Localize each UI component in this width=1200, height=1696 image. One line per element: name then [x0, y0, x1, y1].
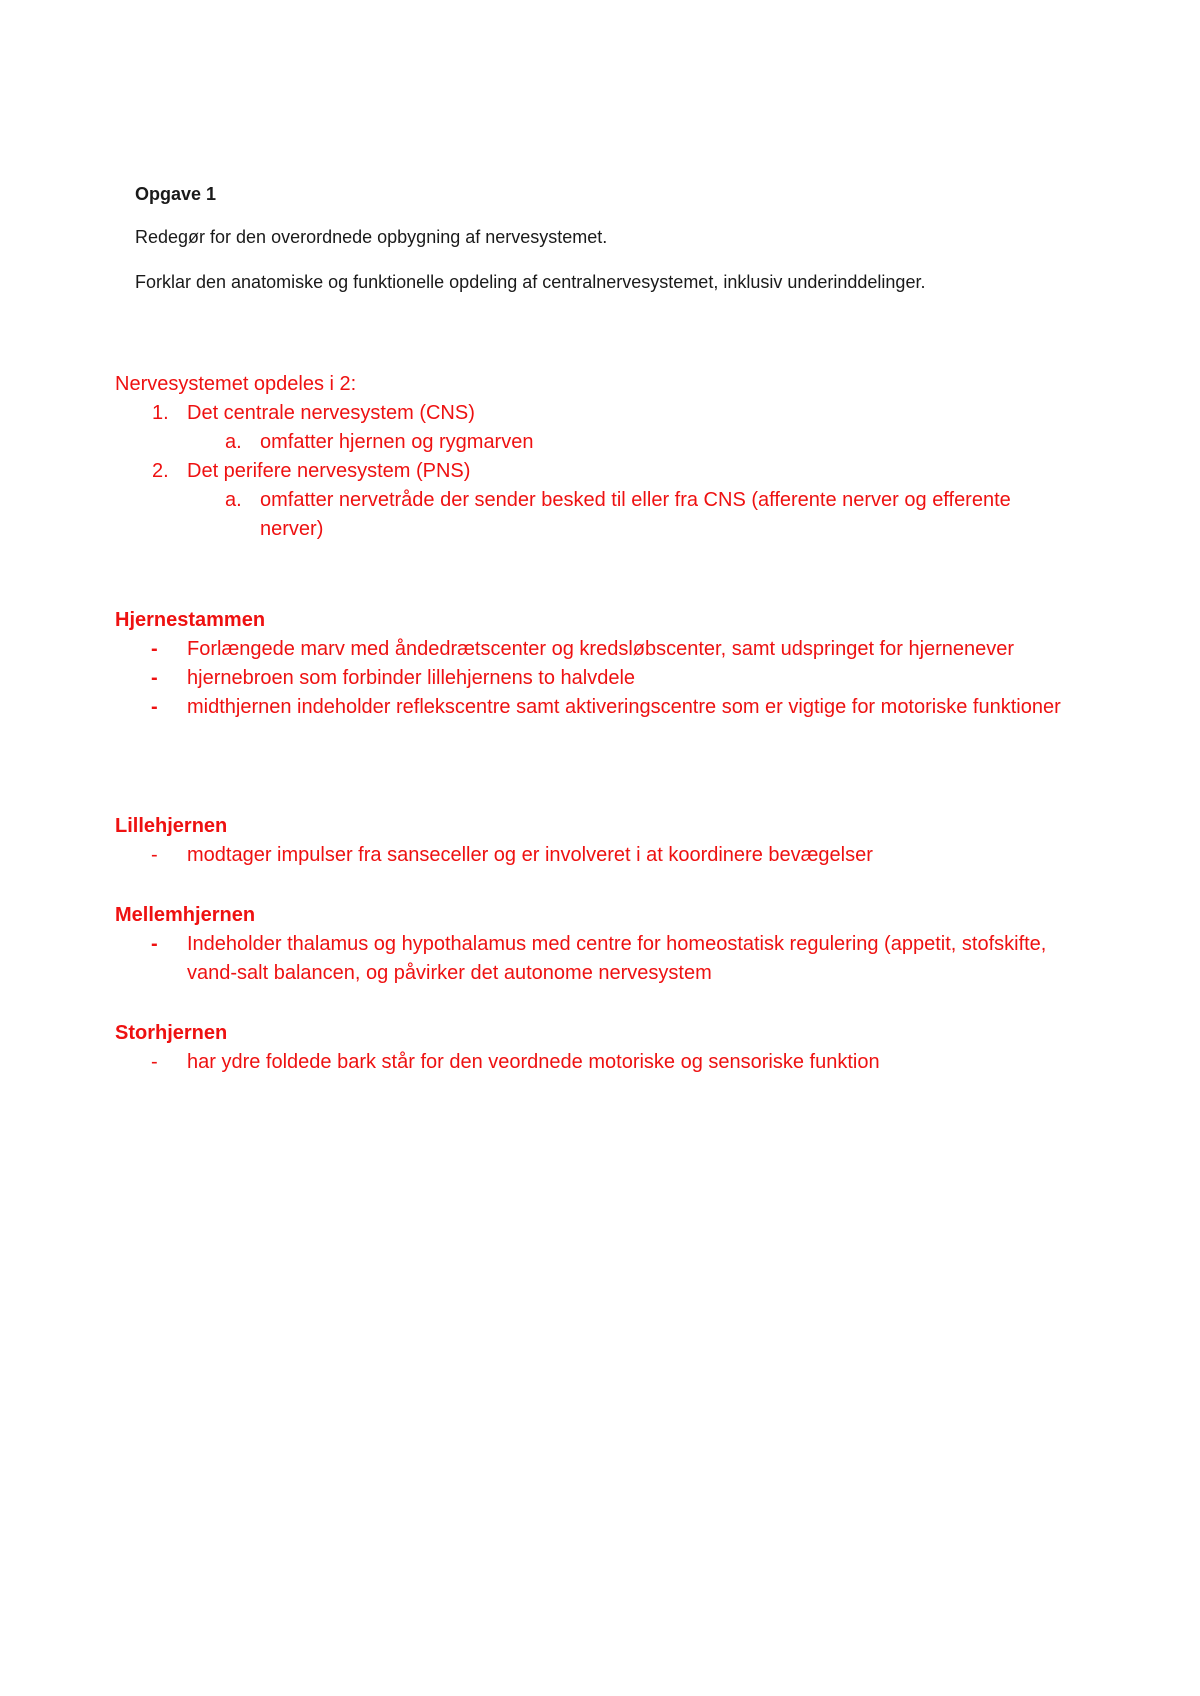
task-line-2: Forklar den anatomiske og funktionelle opdeling af centralnervesystemet, inklusiv underinddelinger.: [135, 272, 926, 292]
section-heading: Hjernestammen: [115, 609, 266, 631]
list-item-text: Det centrale nervesystem (CNS): [187, 402, 475, 424]
dash-marker: -: [151, 638, 158, 660]
bullet-text: modtager impulser fra sanseceller og er involveret i at koordinere bevægelser: [187, 844, 873, 866]
numbered-item-cns: [115, 399, 1095, 428]
list-item: [115, 693, 1095, 722]
sub-item-cns: [115, 428, 1095, 457]
dash-marker: -: [151, 844, 158, 866]
task-block: [135, 182, 1095, 315]
sub-item-pns: [115, 486, 1095, 544]
task-line-1: Redegør for den overordnede opbygning af nervesystemet.: [135, 227, 608, 247]
section-heading: Mellemhjernen: [115, 904, 256, 926]
list-item: [115, 1048, 1095, 1077]
bullet-text: Indeholder thalamus og hypothalamus med centre for homeostatisk regulering (appetit, stofskifte, vand-salt balancen, og påvirker det autonome nervesystem: [187, 933, 1047, 984]
section-storhjernen: [115, 1019, 1095, 1077]
section-hjernestammen: [115, 606, 1095, 722]
task-title: Opgave 1: [135, 184, 217, 204]
sub-list-marker: a.: [225, 489, 242, 511]
sub-item-text: omfatter hjernen og rygmarven: [260, 431, 534, 453]
list-number: 2.: [152, 460, 169, 482]
sub-item-text: omfatter nervetråde der sender besked til eller fra CNS (afferente nerver og efferente nerver): [260, 489, 1011, 540]
list-number: 1.: [152, 402, 169, 424]
section-lillehjernen: [115, 812, 1095, 870]
section-heading: Storhjernen: [115, 1022, 228, 1044]
bullet-text: har ydre foldede bark står for den veordnede motoriske og sensoriske funktion: [187, 1051, 880, 1073]
bullet-text: Forlængede marv med åndedrætscenter og kredsløbscenter, samt udspringet for hjernenever: [187, 638, 1015, 660]
section-heading: Lillehjernen: [115, 815, 228, 837]
bullet-text: midthjernen indeholder reflekscentre samt aktiveringscentre som er vigtige for motoriske funktioner: [187, 696, 1061, 718]
list-item: [115, 930, 1095, 988]
list-item: [115, 635, 1095, 664]
bullet-text: hjernebroen som forbinder lillehjernens to halvdele: [187, 667, 636, 689]
answer-intro: Nervesystemet opdeles i 2:: [115, 373, 357, 395]
numbered-item-pns: [115, 457, 1095, 486]
dash-marker: -: [151, 667, 158, 689]
list-item: [115, 841, 1095, 870]
dash-marker: -: [151, 1051, 158, 1073]
answer-block: [115, 370, 1095, 544]
list-item-text: Det perifere nervesystem (PNS): [187, 460, 471, 482]
section-mellemhjernen: [115, 901, 1095, 988]
dash-marker: -: [151, 933, 158, 955]
list-item: [115, 664, 1095, 693]
dash-marker: -: [151, 696, 158, 718]
sub-list-marker: a.: [225, 431, 242, 453]
